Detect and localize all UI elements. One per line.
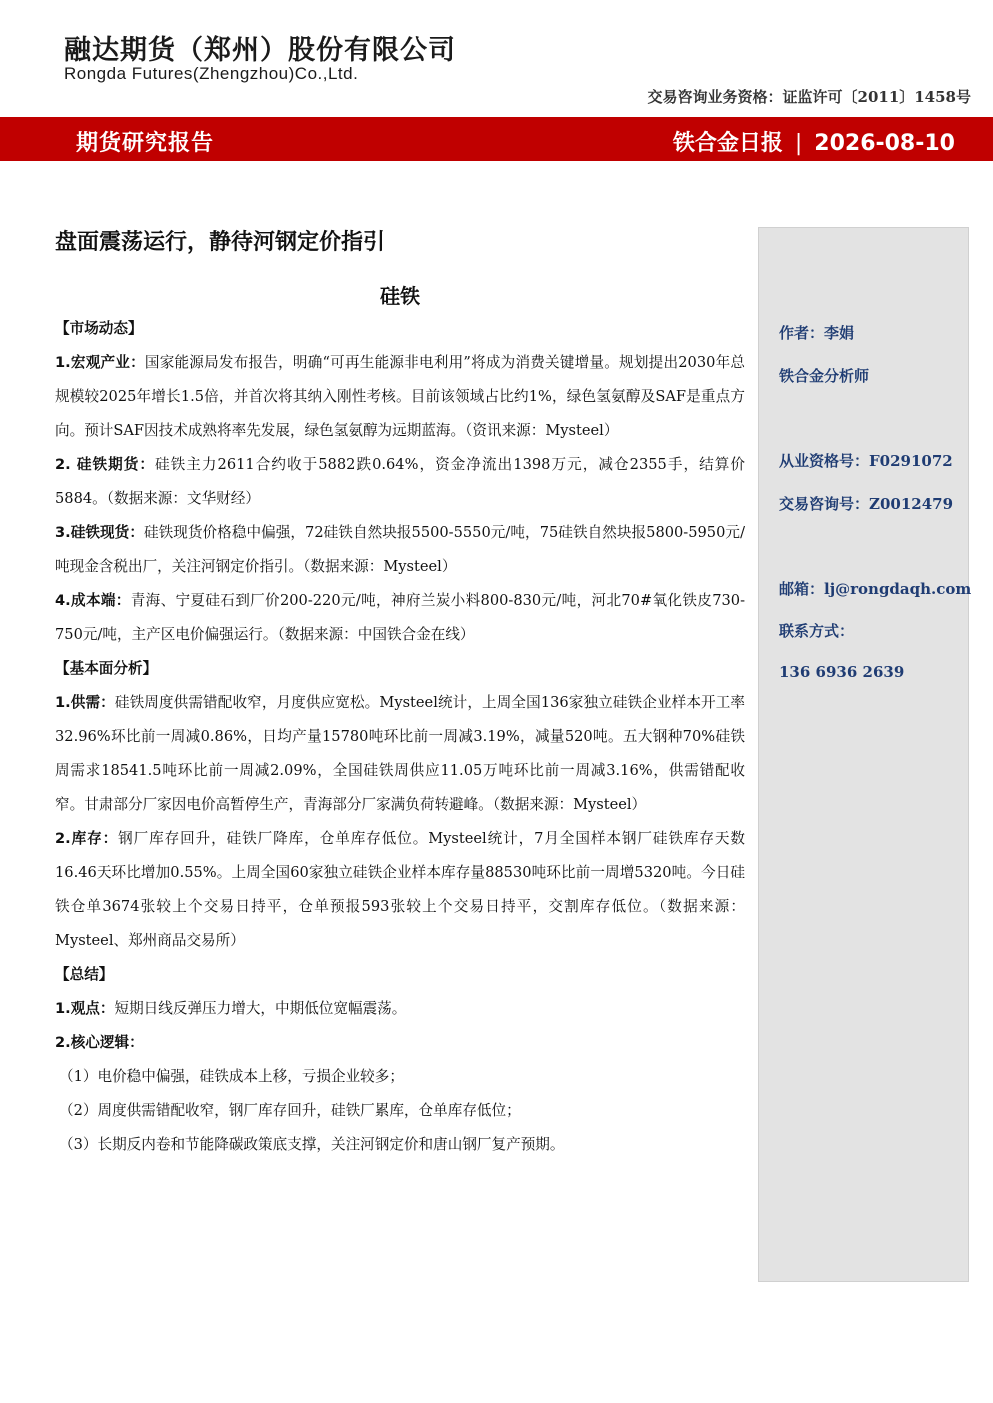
paragraph-label: 2.库存： (55, 830, 119, 847)
paragraph-cost (55, 584, 745, 652)
consult-number: 交易咨询号：Z0012479 (779, 495, 954, 513)
banner-separator: | (794, 131, 803, 156)
company-name-en: Rongda Futures(Zhengzhou)Co.,Ltd. (64, 64, 359, 83)
report-type: 期货研究报告 (76, 131, 215, 156)
subject-title: 硅铁 (380, 284, 420, 308)
report-banner (0, 117, 993, 161)
core-logic-item: （2）周度供需错配收窄，钢厂库存回升，硅铁厂累库，仓单库存低位； (59, 1102, 521, 1119)
section-title-fundamental: 【基本面分析】 (55, 660, 158, 677)
paragraph-view (55, 992, 745, 1026)
report-name: 铁合金日报 (672, 131, 783, 156)
paragraph-label: 4.成本端： (55, 592, 131, 609)
paragraph-text: 硅铁现货价格稳中偏强，72硅铁自然块报5500-5550元/吨，75硅铁自然块报5800-5950元/吨现金含税出厂，关注河钢定价指引。（数据来源：Mysteel） (55, 524, 745, 575)
report-body (55, 312, 745, 1162)
contact-label: 联系方式： (779, 622, 855, 640)
paragraph-inventory (55, 822, 745, 958)
section-title-summary: 【总结】 (55, 966, 114, 983)
author-role: 铁合金分析师 (779, 367, 870, 385)
paragraph-label: 3.硅铁现货： (55, 524, 144, 541)
paragraph-spot (55, 516, 745, 584)
qualification-number: 从业资格号：F0291072 (779, 452, 953, 470)
paragraph-text: 硅铁周度供需错配收窄，月度供应宽松。Mysteel统计，上周全国136家独立硅铁企业样本开工率32.96%环比前一周减0.86%，日均产量15780吨环比前一周减3.19%，减量520吨。五大钢种70%硅铁周需求18541.5吨环比前一周减2.09%，全国硅铁周供应11.05万吨环比前一周减3.16%，供需错配收窄。甘肃部分厂家因电价高暂停生产，青海部分厂家满负荷转避峰。（数据来源：Mysteel） (55, 694, 746, 813)
paragraph-text: 硅铁主力2611合约收于5882跌0.64%，资金净流出1398万元，减仓2355手，结算价5884。（数据来源：文华财经） (55, 456, 745, 507)
company-name-cn: 融达期货（郑州）股份有限公司 (64, 35, 456, 66)
paragraph-text: 钢厂库存回升，硅铁厂降库，仓单库存低位。Mysteel统计，7月全国样本钢厂硅铁库存天数16.46天环比增加0.55%。上周全国60家独立硅铁企业样本库存量88530吨环比前一周增5320吨。今日硅铁仓单3674张较上个交易日持平，仓单预报593张较上个交易日持平，交割库存低位。（数据来源：Mysteel、郑州商品交易所） (55, 830, 745, 949)
paragraph-futures (55, 448, 745, 516)
paragraph-label: 1.观点： (55, 1000, 115, 1017)
core-logic-label: 2.核心逻辑： (55, 1034, 144, 1051)
paragraph-label: 1.供需： (55, 694, 115, 711)
headline: 盘面震荡运行，静待河钢定价指引 (55, 230, 386, 255)
paragraph-supply-demand (55, 686, 745, 822)
core-logic-item: （3）长期反内卷和节能降碳政策底支撑，关注河钢定价和唐山钢厂复产预期。 (59, 1136, 565, 1153)
section-title-market: 【市场动态】 (55, 320, 143, 337)
report-date: 2026-08-10 (814, 131, 955, 156)
paragraph-macro (55, 346, 745, 448)
license-info: 交易咨询业务资格：证监许可〔2011〕1458号 (647, 88, 971, 106)
author-email: 邮箱：lj@rongdaqh.com (779, 580, 972, 598)
paragraph-text: 国家能源局发布报告，明确“可再生能源非电利用”将成为消费关键增量。规划提出2030年总规模较2025年增长1.5倍，并首次将其纳入刚性考核。目前该领域占比约1%，绿色氢氨醇及SAF是重点方向。预计SAF因技术成熟将率先发展，绿色氢氨醇为远期蓝海。（资讯来源：Mysteel） (55, 354, 745, 439)
paragraph-text: 青海、宁夏硅石到厂价200-220元/吨，神府兰炭小料800-830元/吨，河北70#氧化铁皮730-750元/吨，主产区电价偏强运行。（数据来源：中国铁合金在线） (55, 592, 745, 643)
paragraph-text: 短期日线反弹压力增大，中期低位宽幅震荡。 (114, 1000, 407, 1017)
contact-phone: 136 6936 2639 (779, 663, 905, 681)
author-sidebar (758, 227, 972, 1282)
core-logic-item: （1）电价稳中偏强，硅铁成本上移，亏损企业较多； (59, 1068, 404, 1085)
paragraph-label: 2. 硅铁期货： (55, 456, 155, 473)
paragraph-label: 1.宏观产业： (55, 354, 145, 371)
author-name: 作者：李娟 (779, 324, 855, 342)
report-title-date (673, 126, 955, 157)
